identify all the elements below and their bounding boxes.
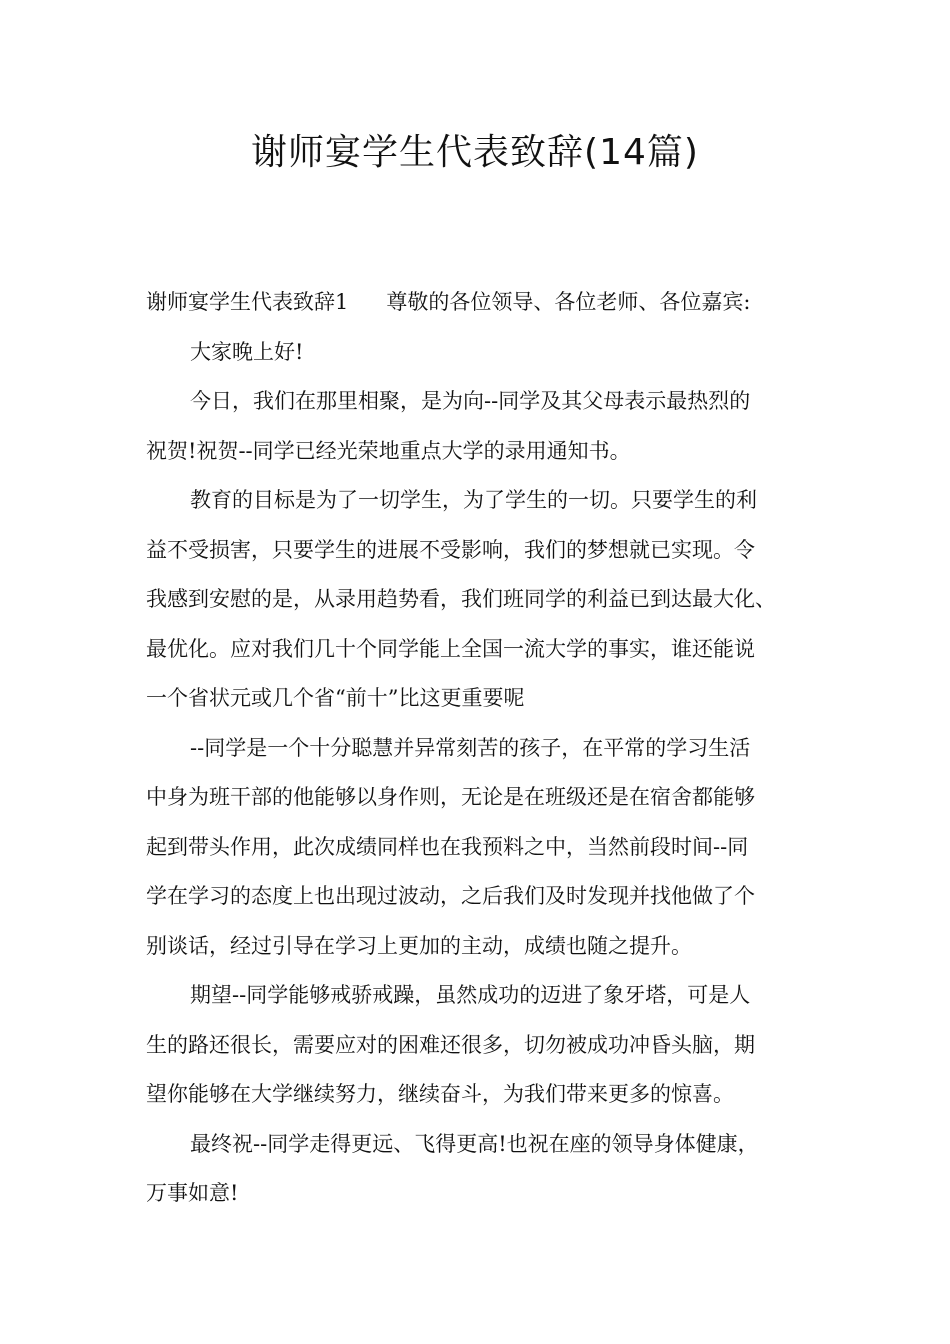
paragraph-line: 最终祝--同学走得更远、飞得更高!也祝在座的领导身体健康， — [190, 1131, 759, 1156]
paragraph-line: 益不受损害，只要学生的进展不受影响，我们的梦想就已实现。令 — [146, 537, 755, 562]
document-body — [146, 278, 810, 1219]
heading-line — [146, 278, 810, 328]
paragraph-line: 学在学习的态度上也出现过波动，之后我们及时发现并找他做了个 — [146, 884, 755, 908]
section-label: 谢师宴学生代表致辞1 — [146, 290, 349, 314]
paragraph-line: 别谈话，经过引导在学习上更加的主动，成绩也随之提升。 — [146, 933, 692, 958]
paragraph-line: 望你能够在大学继续努力，继续奋斗，为我们带来更多的惊喜。 — [146, 1082, 734, 1106]
paragraph-line: 今日，我们在那里相聚，是为向--同学及其父母表示最热烈的 — [190, 389, 751, 413]
paragraph-line: --同学是一个十分聪慧并异常刻苦的孩子，在平常的学习生活 — [190, 735, 751, 760]
paragraph-line: 最优化。应对我们几十个同学能上全国一流大学的事实，谁还能说 — [146, 636, 755, 661]
paragraph-line: 万事如意! — [146, 1181, 239, 1205]
paragraph-line: 期望--同学能够戒骄戒躁，虽然成功的迈进了象牙塔，可是人 — [190, 983, 751, 1007]
paragraph-line: 起到带头作用，此次成绩同样也在我预料之中，当然前段时间--同 — [146, 834, 749, 859]
paragraph-line: 生的路还很长，需要应对的困难还很多，切勿被成功冲昏头脑，期 — [146, 1032, 755, 1057]
paragraph-line: 我感到安慰的是，从录用趋势看，我们班同学的利益已到达最大化、 — [146, 587, 776, 611]
document-title: 谢师宴学生代表致辞(14篇) — [251, 132, 699, 173]
paragraph-line: 教育的目标是为了一切学生，为了学生的一切。只要学生的利 — [190, 488, 757, 512]
paragraph-line: 大家晚上好! — [190, 339, 304, 364]
paragraph-line: 祝贺!祝贺--同学已经光荣地重点大学的录用通知书。 — [146, 438, 631, 463]
salutation: 尊敬的各位领导、各位老师、各位嘉宾: — [386, 290, 751, 314]
paragraph-line: 一个省状元或几个省“前十”比这更重要呢 — [146, 686, 525, 710]
paragraph-line: 中身为班干部的他能够以身作则，无论是在班级还是在宿舍都能够 — [146, 785, 755, 809]
